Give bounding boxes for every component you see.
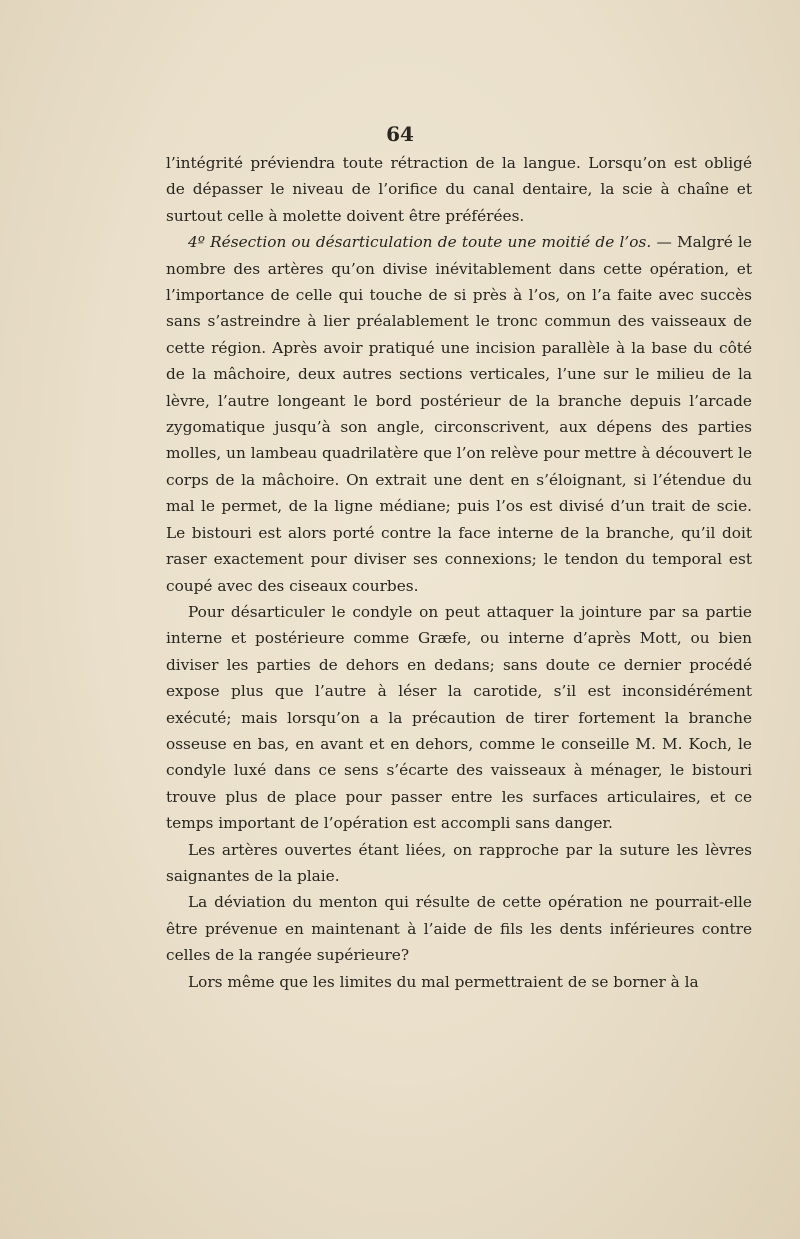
paragraph: La déviation du menton qui résulte de cette opération ne pourrait-elle être prévenue en maintenant à l’aide de fils les dents inférieures contre celles de la rangée supérieure?: [166, 893, 752, 965]
body-text: [166, 150, 752, 995]
paragraph: l’intégrité préviendra toute rétraction de la langue. Lorsqu’on est obligé de dépasser le niveau de l’orifice du canal dentaire, la scie à chaîne et surtout celle à molette doivent être préférées.: [166, 154, 752, 225]
paragraph: Lors même que les limites du mal permettraient de se borner à la: [188, 972, 699, 991]
section-heading: 4º Résection ou désarticulation de toute une moitié de l’os.: [188, 233, 652, 252]
paragraph-text: — Malgré le nombre des artères qu’on divise inévitablement dans cette opération, et l’importance de celle qui touche de si près à l’os, on l’a faite avec succès sans s’astreindre à lier préalablement le tronc commun des vaisseaux de cette région. Après avoir pratiqué une incision parallèle à la base du côté de la mâchoire, deux autres sections verticales, l’une sur le milieu de la lèvre, l’autre longeant le bord postérieur de la branche depuis l’arcade zygomatique jusqu’à son angle, circonscrivent, aux dépens des parties molles, un lambeau quadrilatère que l’on relève pour mettre à découvert le corps de la mâchoire. On extrait une dent en s’éloignant, si l’étendue du mal le permet, de la ligne médiane; puis l’os est divisé d’un trait de scie. Le bistouri est alors porté contre la face interne de la branche, qu’il doit raser exactement pour diviser ses connexions; le tendon du temporal est coupé avec des ciseaux courbes.: [166, 233, 752, 595]
paragraph: Les artères ouvertes étant liées, on rapproche par la suture les lèvres saignantes de la plaie.: [166, 840, 752, 885]
paragraph: Pour désarticuler le condyle on peut attaquer la jointure par sa partie interne et postérieure comme Græfe, ou interne d’après Mott, ou bien diviser les parties de dehors en dedans; sans doute ce dernier procédé expose plus que l’autre à léser la carotide, s’il est inconsidérément exécuté; mais lorsqu’on a la précaution de tirer fortement la branche osseuse en bas, en avant et en dehors, comme le conseille M. M. Koch, le condyle luxé dans ce sens s’écarte des vaisseaux à ménager, le bistouri trouve plus de place pour passer entre les surfaces articulaires, et ce temps important de l’opération est accompli sans danger.: [166, 602, 752, 833]
page-number: 64: [386, 122, 414, 146]
paragraph: [166, 229, 752, 599]
